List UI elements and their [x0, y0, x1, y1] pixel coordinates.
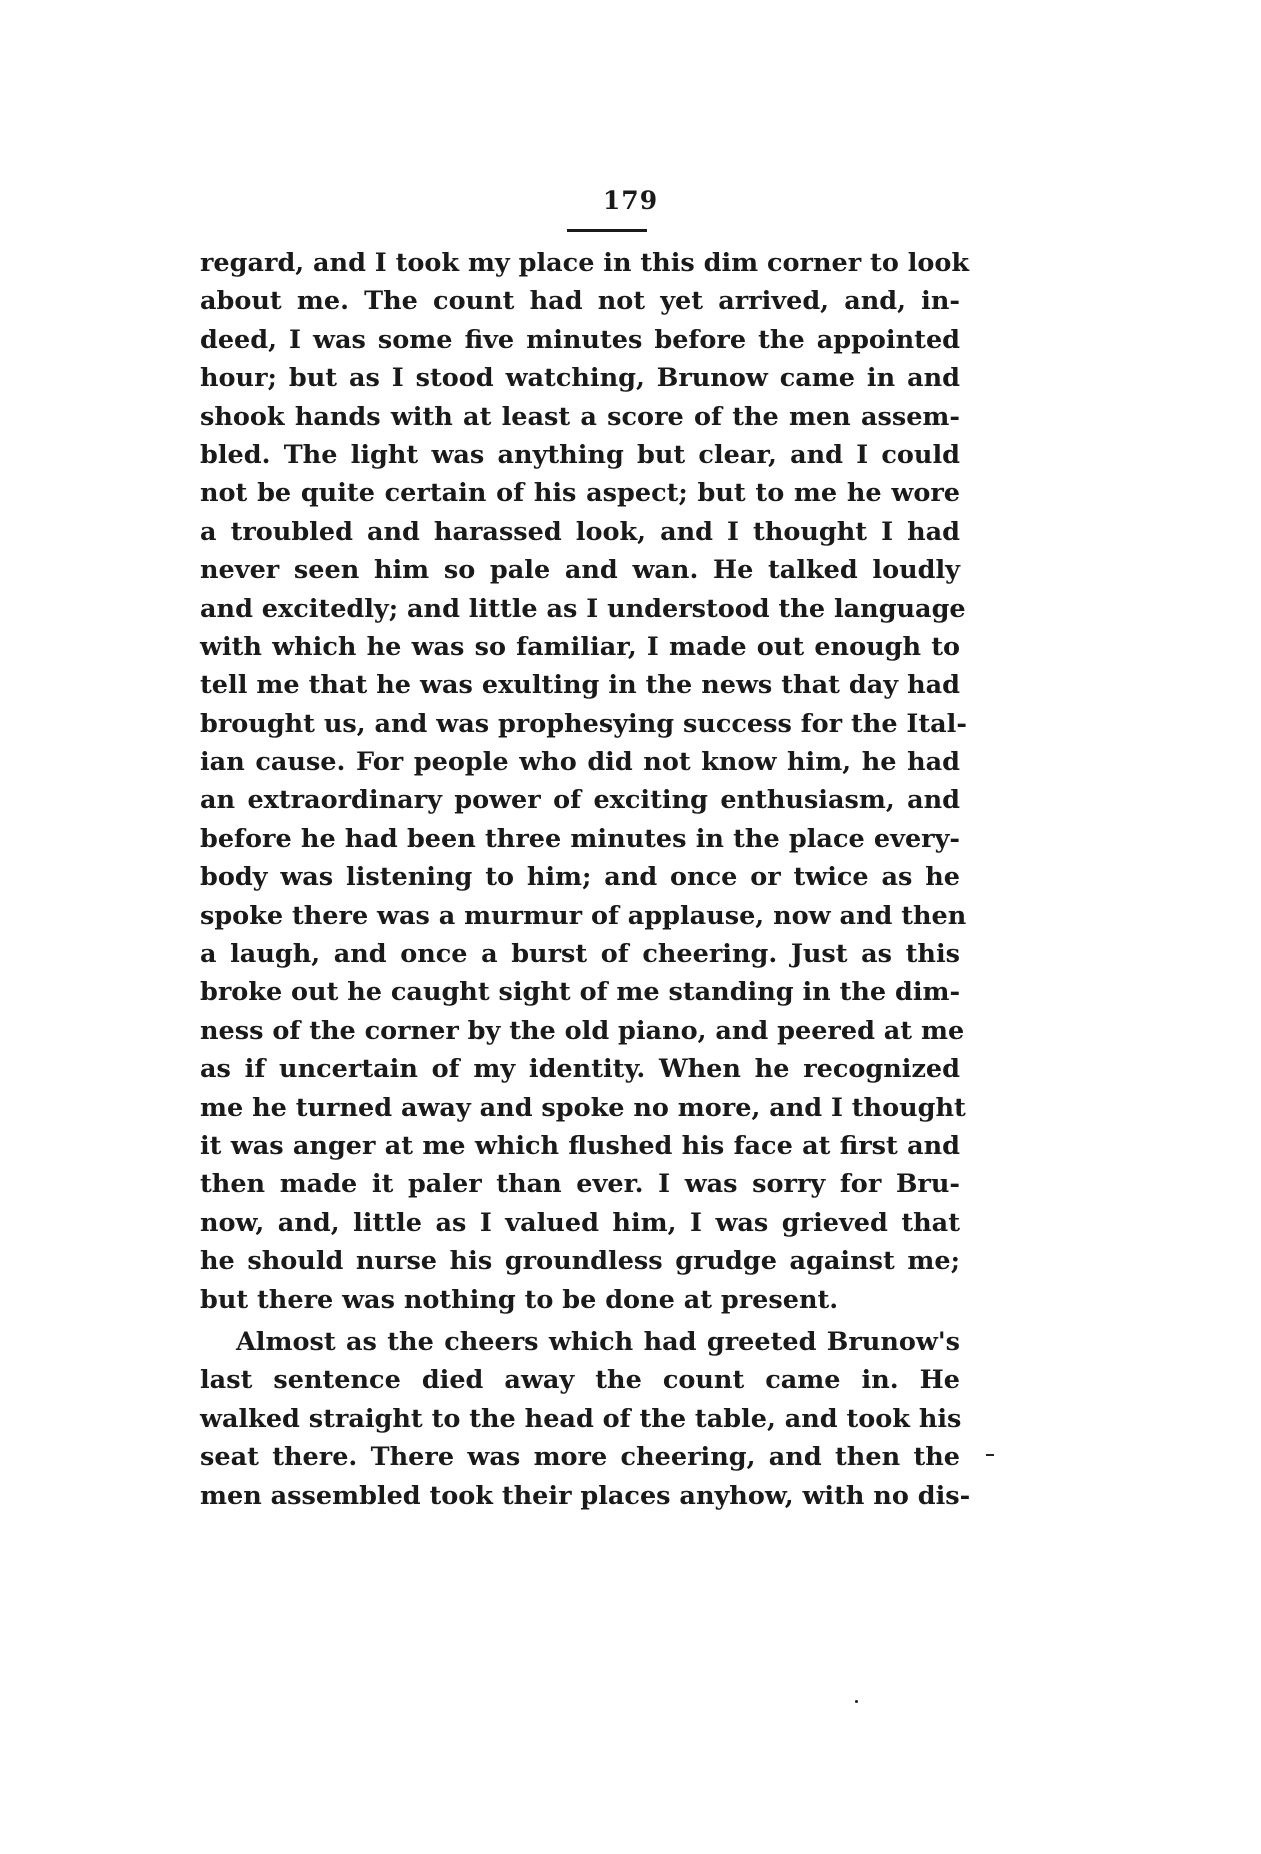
text-line: it was anger at me which flushed his face at first and	[200, 1130, 960, 1161]
text-line: he should nurse his groundless grudge against me;	[200, 1246, 960, 1277]
text-line: walked straight to the head of the table, and took his	[200, 1403, 962, 1434]
text-line: bled. The light was anything but clear, and I could	[200, 439, 960, 470]
text-line: me he turned away and spoke no more, and I thought	[200, 1092, 966, 1123]
page-number-rule	[567, 229, 647, 232]
text-line: not be quite certain of his aspect; but to me he wore	[200, 478, 960, 509]
text-line: last sentence died away the count came in. He	[200, 1365, 960, 1396]
text-line: seat there. There was more cheering, and then the	[200, 1442, 960, 1473]
text-line: but there was nothing to be done at present.	[200, 1284, 839, 1315]
text-line: Almost as the cheers which had greeted Brunow's	[236, 1326, 960, 1357]
text-line: with which he was so familiar, I made out enough to	[200, 631, 960, 662]
text-line: spoke there was a murmur of applause, now and then	[200, 900, 967, 931]
text-line: brought us, and was prophesying success for the Ital-	[200, 708, 967, 739]
body-text	[200, 244, 971, 1515]
text-line: broke out he caught sight of me standing in the dim-	[200, 977, 961, 1008]
text-line: about me. The count had not yet arrived, and, in-	[200, 286, 960, 317]
text-line: a laugh, and once a burst of cheering. Just as this	[200, 939, 960, 970]
text-line: now, and, little as I valued him, I was grieved that	[200, 1207, 960, 1238]
margin-dash-mark	[986, 1454, 994, 1456]
text-line: and excitedly; and little as I understood the language	[200, 593, 966, 624]
page-number: 179	[602, 186, 659, 215]
text-line: an extraordinary power of exciting enthusiasm, and	[200, 785, 960, 816]
text-line: men assembled took their places anyhow, with no dis-	[200, 1480, 971, 1511]
text-line: regard, and I took my place in this dim corner to look	[200, 248, 970, 278]
text-line: hour; but as I stood watching, Brunow came in and	[200, 363, 960, 394]
text-line: deed, I was some five minutes before the appointed	[200, 324, 960, 355]
text-line: never seen him so pale and wan. He talked loudly	[200, 555, 960, 586]
paragraph	[200, 244, 970, 1319]
stray-dot-mark	[855, 1700, 858, 1703]
text-line: ness of the corner by the old piano, and peered at me	[200, 1015, 965, 1046]
text-line: body was listening to him; and once or twice as he	[200, 862, 960, 893]
text-line: then made it paler than ever. I was sorry for Bru-	[200, 1169, 960, 1200]
text-line: ian cause. For people who did not know him, he had	[200, 747, 960, 778]
paragraph	[200, 1323, 971, 1515]
text-line: a troubled and harassed look, and I thought I had	[200, 516, 960, 547]
text-line: tell me that he was exulting in the news that day had	[200, 670, 960, 701]
text-line: as if uncertain of my identity. When he recognized	[200, 1054, 960, 1085]
text-line: shook hands with at least a score of the men assem-	[200, 401, 960, 432]
text-line: before he had been three minutes in the place every-	[200, 823, 960, 854]
